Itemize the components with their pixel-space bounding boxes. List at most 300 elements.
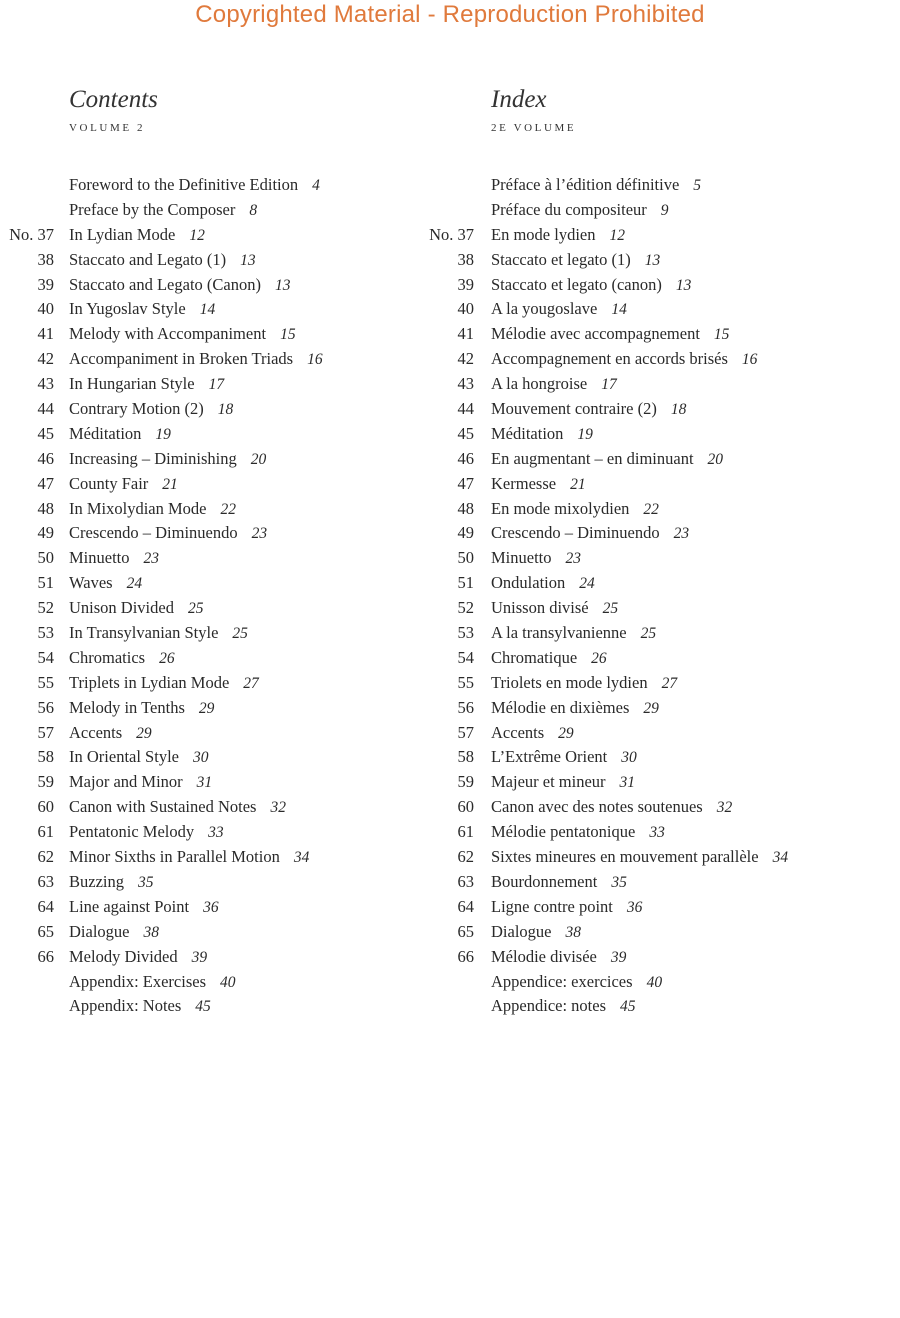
- entry-title-group: [491, 297, 627, 323]
- entry-number-box: [0, 347, 54, 372]
- toc-entry: [0, 447, 440, 472]
- entry-number: 46: [37, 448, 54, 468]
- entry-number: 59: [37, 772, 54, 792]
- entry-number: 43: [457, 374, 474, 394]
- entry-number-box: [0, 173, 54, 198]
- entry-title: Triolets en mode lydien: [491, 672, 648, 692]
- toc-entry: [0, 870, 440, 895]
- entry-title: Mélodie divisée: [491, 946, 597, 966]
- entry-number-box: [420, 248, 474, 273]
- entry-title: Dialogue: [491, 921, 552, 941]
- entry-number: 62: [457, 847, 474, 867]
- entry-number-box: [420, 646, 474, 671]
- entry-number-box: [420, 223, 474, 248]
- entry-number: 44: [37, 399, 54, 419]
- entry-title-group: [491, 347, 757, 373]
- entry-page-number: 13: [644, 251, 661, 269]
- entry-title-group: [491, 795, 732, 821]
- entry-title-group: [69, 945, 207, 971]
- toc-entry: [420, 895, 900, 920]
- entry-page-number: 5: [693, 177, 702, 194]
- entry-page-number: 26: [591, 649, 607, 667]
- entry-number: 57: [37, 722, 54, 742]
- entry-title: A la transylvanienne: [491, 623, 627, 643]
- toc-entry: [420, 297, 900, 322]
- entry-title: En mode lydien: [491, 224, 596, 244]
- entry-page-number: 30: [192, 749, 209, 767]
- toc-entry: [0, 248, 440, 273]
- entry-page-number: 25: [602, 600, 619, 618]
- toc-entry: [0, 223, 440, 248]
- entry-title: L’Extrême Orient: [491, 747, 608, 767]
- entry-title: Accompaniment in Broken Triads: [69, 349, 294, 369]
- entry-number-box: [0, 297, 54, 322]
- entry-page-number: 29: [558, 724, 574, 742]
- toc-entry: [0, 198, 440, 223]
- entry-page-number: 8: [249, 201, 258, 219]
- entry-number: 48: [457, 498, 474, 518]
- toc-entry: [0, 696, 440, 721]
- toc-entry: [0, 521, 440, 546]
- entry-title: In Yugoslav Style: [69, 299, 186, 319]
- entry-number: 39: [37, 274, 54, 294]
- entry-title: Sixtes mineures en mouvement parallèle: [491, 847, 759, 867]
- entry-number-box: [0, 521, 54, 546]
- entry-title: Minuetto: [69, 548, 130, 568]
- entry-title-group: [491, 497, 659, 523]
- entry-number-box: [0, 795, 54, 820]
- toc-entry: [0, 770, 440, 795]
- toc-entry: [0, 795, 440, 820]
- entry-title-group: [491, 970, 662, 996]
- entry-number: 64: [37, 896, 54, 916]
- entry-number: 38: [457, 249, 474, 269]
- entry-number-box: [420, 870, 474, 895]
- entry-title: Melody Divided: [69, 946, 178, 966]
- toc-entry: [420, 621, 900, 646]
- entry-page-number: 27: [661, 674, 678, 692]
- entry-number: 46: [457, 448, 474, 468]
- entry-number: 45: [457, 423, 474, 443]
- entry-title-group: [69, 223, 205, 249]
- entry-number: 62: [37, 847, 54, 867]
- entry-title: Mouvement contraire (2): [491, 399, 657, 419]
- toc-entry: [0, 422, 440, 447]
- entry-number: 53: [37, 623, 54, 643]
- entry-number: 55: [457, 672, 474, 692]
- entry-page-number: 18: [217, 401, 234, 419]
- entry-title: Accents: [69, 722, 123, 742]
- entry-title: County Fair: [69, 473, 149, 493]
- entry-title-group: [69, 422, 171, 448]
- entry-title: Waves: [69, 573, 113, 593]
- entry-title-group: [69, 546, 159, 572]
- entry-title-group: [69, 596, 203, 622]
- entry-page-number: 23: [143, 550, 159, 568]
- entry-number-box: [420, 173, 474, 198]
- entry-number-box: [0, 945, 54, 970]
- entry-number-box: [420, 422, 474, 447]
- entry-number-box: [420, 845, 474, 870]
- entry-number-box: [420, 721, 474, 746]
- toc-entry: [420, 646, 900, 671]
- entry-title: In Oriental Style: [69, 747, 179, 767]
- entry-number: 50: [457, 548, 474, 568]
- entry-number-box: [0, 596, 54, 621]
- entry-title-group: [69, 397, 233, 423]
- entry-page-number: 33: [649, 824, 665, 842]
- entry-page-number: 34: [772, 849, 789, 867]
- entry-page-number: 31: [619, 774, 636, 792]
- entry-page-number: 40: [646, 973, 663, 991]
- entry-number: 42: [37, 349, 54, 369]
- entry-page-number: 22: [220, 500, 236, 518]
- toc-entry: [420, 372, 900, 397]
- entry-number-box: [0, 422, 54, 447]
- entry-number: 49: [37, 523, 54, 543]
- entry-title-group: [69, 347, 323, 373]
- entry-title: Méditation: [491, 423, 564, 443]
- toc-entry: [420, 745, 900, 770]
- entry-number-box: [420, 497, 474, 522]
- entry-title: Staccato and Legato (Canon): [69, 274, 261, 294]
- entry-title-group: [69, 273, 290, 299]
- entry-number-box: [420, 571, 474, 596]
- entry-page-number: 22: [643, 500, 659, 518]
- toc-entry: [420, 447, 900, 472]
- entry-number: 61: [457, 822, 474, 842]
- toc-entry: [0, 497, 440, 522]
- toc-entry: [420, 696, 900, 721]
- entry-title-group: [69, 248, 256, 274]
- entry-number: 60: [457, 797, 474, 817]
- entry-number-box: [420, 198, 474, 223]
- entry-title-group: [491, 994, 636, 1020]
- toc-entry: [420, 945, 900, 970]
- entry-page-number: 30: [621, 749, 637, 767]
- entry-page-number: 4: [312, 177, 320, 194]
- entry-number: 53: [457, 623, 474, 643]
- entry-page-number: 23: [673, 525, 690, 543]
- entry-number-box: [420, 994, 474, 1019]
- entry-title: Majeur et mineur: [491, 772, 606, 792]
- entry-number-box: [420, 795, 474, 820]
- entry-number: 44: [457, 399, 474, 419]
- entry-title: Mélodie en dixièmes: [491, 697, 630, 717]
- entry-title-group: [491, 646, 607, 672]
- entry-number: 47: [37, 473, 54, 493]
- entry-number: 64: [457, 896, 474, 916]
- entry-number: 41: [457, 324, 474, 344]
- index-list: [420, 173, 900, 1019]
- entry-number-box: [0, 870, 54, 895]
- entry-title-group: [491, 696, 659, 722]
- entry-number: 48: [37, 498, 54, 518]
- entry-title-group: [69, 173, 320, 199]
- entry-number: 51: [37, 573, 54, 593]
- entry-title: Staccato and Legato (1): [69, 249, 227, 269]
- entry-title-group: [69, 671, 259, 697]
- entry-number: No. 37: [429, 224, 474, 244]
- toc-entry: [420, 596, 900, 621]
- entry-page-number: 26: [159, 649, 175, 667]
- entry-number: 40: [37, 299, 54, 319]
- entry-number-box: [0, 546, 54, 571]
- entry-title-group: [69, 521, 267, 547]
- entry-title: Crescendo – Diminuendo: [491, 523, 660, 543]
- entry-page-number: 19: [155, 425, 171, 443]
- entry-page-number: 36: [203, 898, 219, 916]
- entry-title-group: [491, 223, 625, 249]
- toc-entry: [420, 920, 900, 945]
- entry-number-box: [0, 745, 54, 770]
- entry-title: In Transylvanian Style: [69, 623, 219, 643]
- toc-entry: [420, 497, 900, 522]
- entry-number: 52: [37, 598, 54, 618]
- entry-title: Kermesse: [491, 473, 557, 493]
- toc-entry: [420, 845, 900, 870]
- entry-page-number: 45: [195, 998, 211, 1016]
- entry-page-number: 25: [232, 625, 248, 643]
- entry-title-group: [491, 870, 627, 896]
- toc-entry: [420, 223, 900, 248]
- entry-number-box: [420, 671, 474, 696]
- entry-number-box: [420, 322, 474, 347]
- entry-page-number: 25: [187, 600, 204, 618]
- entry-number-box: [420, 297, 474, 322]
- entry-number: 47: [457, 473, 474, 493]
- entry-title-group: [491, 397, 686, 423]
- entry-number-box: [420, 621, 474, 646]
- entry-number: 56: [37, 697, 54, 717]
- entry-page-number: 33: [208, 824, 224, 842]
- entry-title-group: [491, 521, 689, 547]
- entry-number: 57: [457, 722, 474, 742]
- entry-number: 58: [457, 747, 474, 767]
- toc-entry: [0, 820, 440, 845]
- entry-title: Triplets in Lydian Mode: [69, 672, 230, 692]
- entry-title: Staccato et legato (canon): [491, 274, 662, 294]
- entry-number-box: [0, 845, 54, 870]
- entry-number: 59: [457, 772, 474, 792]
- entry-number-box: [0, 721, 54, 746]
- entry-title-group: [491, 745, 637, 771]
- entry-page-number: 23: [251, 525, 268, 543]
- entry-title: Ondulation: [491, 573, 566, 593]
- entry-number-box: [420, 745, 474, 770]
- entry-number-box: [420, 945, 474, 970]
- entry-title: Line against Point: [69, 896, 190, 916]
- toc-entry: [0, 920, 440, 945]
- entry-title-group: [69, 297, 215, 323]
- toc-entry: [420, 721, 900, 746]
- entry-number-box: [0, 571, 54, 596]
- toc-entry: [0, 347, 440, 372]
- entry-number: 38: [37, 249, 54, 269]
- entry-title: Crescendo – Diminuendo: [69, 523, 238, 543]
- entry-title-group: [69, 621, 248, 647]
- entry-page-number: 16: [741, 351, 758, 369]
- entry-title-group: [491, 322, 729, 348]
- entry-number: 45: [37, 423, 54, 443]
- entry-number-box: [420, 696, 474, 721]
- entry-title: En mode mixolydien: [491, 498, 630, 518]
- entry-title-group: [69, 447, 266, 473]
- entry-number-box: [0, 273, 54, 298]
- entry-title-group: [69, 845, 309, 871]
- entry-page-number: 29: [643, 699, 659, 717]
- entry-number-box: [0, 671, 54, 696]
- toc-entry: [0, 297, 440, 322]
- entry-page-number: 14: [611, 301, 627, 319]
- entry-page-number: 21: [570, 475, 586, 493]
- entry-number-box: [0, 472, 54, 497]
- entry-title-group: [491, 372, 617, 398]
- entry-page-number: 24: [579, 575, 595, 593]
- entry-number-box: [0, 198, 54, 223]
- entry-number-box: [0, 994, 54, 1019]
- entry-page-number: 14: [199, 301, 216, 319]
- entry-number: 54: [457, 647, 474, 667]
- entry-page-number: 45: [620, 998, 636, 1016]
- toc-entry: [420, 248, 900, 273]
- toc-entry: [420, 671, 900, 696]
- toc-entry: [420, 820, 900, 845]
- entry-title: Bourdonnement: [491, 871, 598, 891]
- entry-page-number: 9: [660, 201, 669, 219]
- entry-page-number: 35: [611, 873, 627, 891]
- entry-title-group: [491, 770, 635, 796]
- entry-page-number: 32: [716, 799, 733, 817]
- toc-entry: [420, 994, 900, 1019]
- entry-title-group: [69, 696, 214, 722]
- entry-page-number: 23: [565, 550, 581, 568]
- entry-number-box: [420, 820, 474, 845]
- entry-title: Staccato et legato (1): [491, 249, 631, 269]
- entry-number: 39: [457, 274, 474, 294]
- entry-number-box: [420, 472, 474, 497]
- entry-page-number: 39: [610, 948, 627, 966]
- entry-title: Accompagnement en accords brisés: [491, 349, 728, 369]
- entry-number: 43: [37, 374, 54, 394]
- entry-page-number: 35: [138, 873, 154, 891]
- entry-title: Foreword to the Definitive Edition: [69, 175, 299, 194]
- entry-title-group: [491, 820, 665, 846]
- entry-page-number: 15: [280, 326, 296, 344]
- entry-title: Préface du compositeur: [491, 199, 647, 219]
- entry-page-number: 18: [670, 401, 687, 419]
- entry-title: Melody in Tenths: [69, 697, 185, 717]
- toc-entry: [0, 845, 440, 870]
- entry-title: Appendix: Exercises: [69, 971, 207, 991]
- toc-entry: [0, 173, 440, 198]
- entry-title-group: [69, 497, 236, 523]
- entry-title: Minor Sixths in Parallel Motion: [69, 847, 280, 867]
- entry-title: En augmentant – en diminuant: [491, 448, 694, 468]
- entry-title: Melody with Accompaniment: [69, 324, 267, 344]
- entry-page-number: 13: [240, 251, 256, 269]
- entry-page-number: 20: [250, 450, 267, 468]
- toc-entry: [0, 397, 440, 422]
- entry-title-group: [491, 671, 677, 697]
- entry-number-box: [420, 596, 474, 621]
- entry-title: Increasing – Diminishing: [69, 448, 237, 468]
- entry-number: 65: [37, 921, 54, 941]
- entry-title: Accents: [491, 722, 545, 742]
- toc-entry: [420, 397, 900, 422]
- entry-page-number: 12: [609, 226, 625, 244]
- entry-title: Appendix: Notes: [69, 996, 182, 1016]
- toc-entry: [420, 870, 900, 895]
- entry-title: Mélodie avec accompagnement: [491, 324, 700, 344]
- toc-entry: [420, 521, 900, 546]
- entry-title-group: [491, 895, 642, 921]
- index-heading: Index: [491, 86, 547, 113]
- entry-title-group: [69, 322, 296, 348]
- entry-number-box: [420, 920, 474, 945]
- entry-page-number: 13: [274, 276, 291, 294]
- entry-title-group: [491, 198, 669, 224]
- entry-number: 42: [457, 349, 474, 369]
- entry-number: 65: [457, 921, 474, 941]
- toc-entry: [420, 795, 900, 820]
- entry-number: 52: [457, 598, 474, 618]
- entry-number-box: [0, 820, 54, 845]
- entry-page-number: 38: [143, 923, 159, 941]
- index-subheading: 2E VOLUME: [491, 122, 577, 134]
- entry-number: 50: [37, 548, 54, 568]
- entry-number-box: [0, 621, 54, 646]
- entry-title-group: [69, 920, 159, 946]
- copyright-watermark: Copyrighted Material - Reproduction Prohibited: [195, 1, 705, 28]
- entry-title-group: [69, 372, 224, 398]
- entry-title: Unison Divided: [69, 598, 174, 618]
- entry-page-number: 34: [293, 849, 310, 867]
- toc-entry: [420, 322, 900, 347]
- entry-page-number: 29: [136, 724, 152, 742]
- entry-number-box: [0, 322, 54, 347]
- entry-number-box: [420, 770, 474, 795]
- toc-entry: [0, 895, 440, 920]
- entry-number-box: [420, 970, 474, 995]
- entry-title: Canon with Sustained Notes: [69, 797, 257, 817]
- entry-page-number: 21: [162, 475, 178, 493]
- entry-title: Contrary Motion (2): [69, 399, 204, 419]
- entry-title: Unisson divisé: [491, 598, 589, 618]
- entry-title: Appendice: notes: [491, 996, 607, 1016]
- toc-entry: [0, 671, 440, 696]
- entry-page-number: 31: [196, 774, 213, 792]
- entry-title: A la yougoslave: [491, 299, 598, 319]
- toc-entry: [0, 546, 440, 571]
- entry-title-group: [69, 870, 154, 896]
- entry-number-box: [0, 895, 54, 920]
- entry-number: 60: [37, 797, 54, 817]
- entry-number: 49: [457, 523, 474, 543]
- entry-number: 56: [457, 697, 474, 717]
- entry-title: In Lydian Mode: [69, 224, 176, 244]
- entry-title: In Hungarian Style: [69, 374, 195, 394]
- toc-entry: [420, 970, 900, 995]
- entry-page-number: 17: [601, 376, 617, 394]
- entry-number-box: [0, 372, 54, 397]
- entry-title: Chromatique: [491, 647, 578, 667]
- entry-title-group: [491, 945, 626, 971]
- toc-entry: [0, 646, 440, 671]
- entry-title: Préface à l’édition définitive: [491, 175, 680, 194]
- entry-title: Mélodie pentatonique: [491, 822, 636, 842]
- toc-entry: [420, 173, 900, 198]
